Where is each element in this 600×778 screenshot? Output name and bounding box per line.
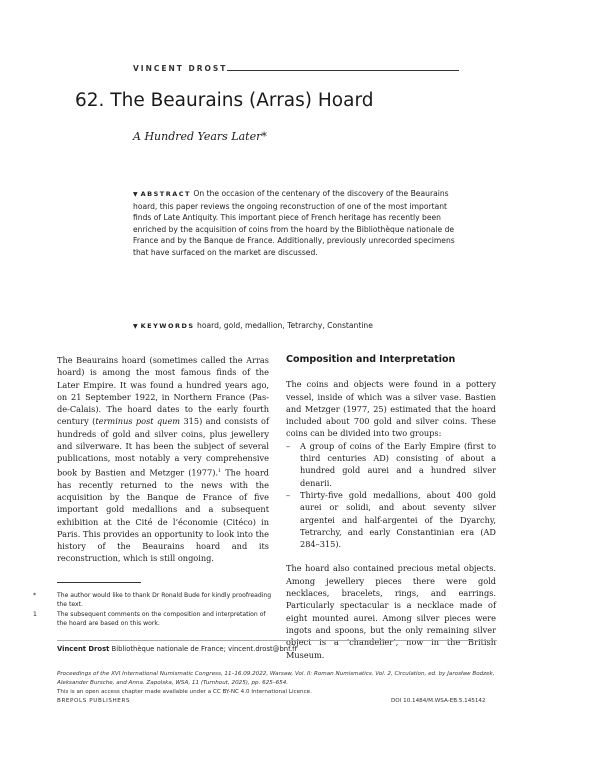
footnote-mark: * xyxy=(33,592,37,599)
contact-rule xyxy=(57,640,497,641)
coin-groups-list xyxy=(286,440,496,551)
intro-text-2: 315) and consists of hundreds of gold and silver coins, plus jewellery and silverware. It has been the subject of several publications, most notably a very comprehensive book by Bastien and Metzger (1977). xyxy=(57,416,270,478)
footnote xyxy=(33,591,273,609)
citation-block xyxy=(57,670,502,697)
intro-text-1: The Beaurains hoard (sometimes called the Arras hoard) is among the most famous finds of the Later Empire. It was found a hundred years ago, on 21 September 1922, in Northern France (Pas-de-Calais). The hoard dates to the early fourth century ( xyxy=(57,355,269,427)
list-item: – A group of coins of the Early Empire (first to third centuries AD) consisting of about a hundred gold aurei and a hundred silver denarii. xyxy=(286,440,496,488)
author-affiliation[interactable]: Bibliothèque nationale de France; vincent.drost@bnf.fr xyxy=(111,645,298,653)
footnotes xyxy=(33,591,273,629)
author-contact xyxy=(57,645,297,653)
abstract xyxy=(133,188,458,258)
intro-paragraph xyxy=(57,354,269,565)
header-rule xyxy=(227,70,459,71)
list-item-text: A group of coins of the Early Empire (first to third centuries AD) consisting of about a hundred gold aurei and a hundred silver denarii. xyxy=(300,440,496,488)
triangle-marker-icon: ▼ xyxy=(133,191,138,198)
section-heading: Composition and Interpretation xyxy=(286,354,456,365)
list-item: – Thirty-five gold medallions, about 400 gold aurei or solidi, and about seventy silver argentei and half-argentei of the Dyarchy, Tetrarchy, and early Constantinian era (AD 284–315). xyxy=(286,489,496,550)
footnote-ref[interactable]: 1 xyxy=(218,467,222,474)
keywords xyxy=(133,320,473,332)
footnote-rule xyxy=(57,582,141,583)
footnote xyxy=(33,610,273,628)
chapter-subtitle: A Hundred Years Later* xyxy=(133,130,267,143)
running-header-author: VINCENT DROST xyxy=(133,64,228,73)
triangle-marker-icon: ▼ xyxy=(133,323,138,330)
license-line: This is an open access chapter made available under a CC BY-NC 4.0 International Licence. xyxy=(57,689,312,695)
author-name: Vincent Drost xyxy=(57,645,110,653)
footnote-text: The author would like to thank Dr Ronald Bude for kindly proofreading the text. xyxy=(57,592,272,608)
abstract-text: On the occasion of the centenary of the discovery of the Beaurains hoard, this paper reviews the ongoing reconstruction of one of the most important finds of Late Antiquity. This important piece of French heritage has recently been enriched by the acquisition of coins from the hoard by the Bibliothèque nationale de France and by the Banque de France. Additionally, previously unrecorded specimens that have surfaced on the market are discussed. xyxy=(133,189,455,257)
doi[interactable]: DOI 10.1484/M.WSA-EB.5.145142 xyxy=(391,698,486,704)
footnote-text: The subsequent comments on the composition and interpretation of the hoard are based on this work. xyxy=(57,611,266,627)
keywords-text: hoard, gold, medallion, Tetrarchy, Constantine xyxy=(197,321,373,330)
composition-section xyxy=(286,354,496,661)
section-paragraph-1: The coins and objects were found in a pottery vessel, inside of which was a silver vase. Bastien and Metzger (1977, 25) estimated that the hoard included about 700 gold and silver coins. These coins can be divided into two groups: xyxy=(286,379,496,439)
list-item-text: Thirty-five gold medallions, about 400 gold aurei or solidi, and about seventy silver argentei and half-argentei of the Dyarchy, Tetrarchy, and early Constantinian era (AD 284–315). xyxy=(300,489,496,550)
citation-line: Proceedings of the XVI International Numismatic Congress, 11–16.09.2022, Warsaw, Vol. II: Roman Numismatics. Vol. 2, Circulation, ed. by Jarosław Bodzek, Aleksander Bursche, and Anna. Zapolska, WSA, 11 (Turnhout, 2025), pp. 625–654. xyxy=(57,671,495,686)
section-paragraph-2: The hoard also contained precious metal objects. Among jewellery pieces there were gold necklaces, bracelets, rings, and earrings. Particularly spectacular is a necklace made of eight mounted aurei. Among silver pieces were ingots and spoons, but the only remaining silver object is a ‘chandelier’, now in the British Museum. xyxy=(286,563,496,660)
intro-italic: terminus post quem xyxy=(95,416,181,427)
abstract-label: ABSTRACT xyxy=(140,190,191,198)
publisher: BREPOLS PUBLISHERS xyxy=(57,698,131,704)
keywords-label: KEYWORDS xyxy=(140,322,195,330)
intro-text-3: The hoard has recently returned to the news with the acquisition by the Banque de France of five important gold medallions and a subsequent exhibition at the Cité de l’économie (Citéco) in Paris. This provides an opportunity to look into the history of the Beaurains hoard and its reconstruction, which is still ongoing. xyxy=(57,467,270,564)
chapter-title: 62. The Beaurains (Arras) Hoard xyxy=(75,90,374,111)
footnote-mark: 1 xyxy=(33,611,37,618)
intro-column xyxy=(57,354,269,565)
